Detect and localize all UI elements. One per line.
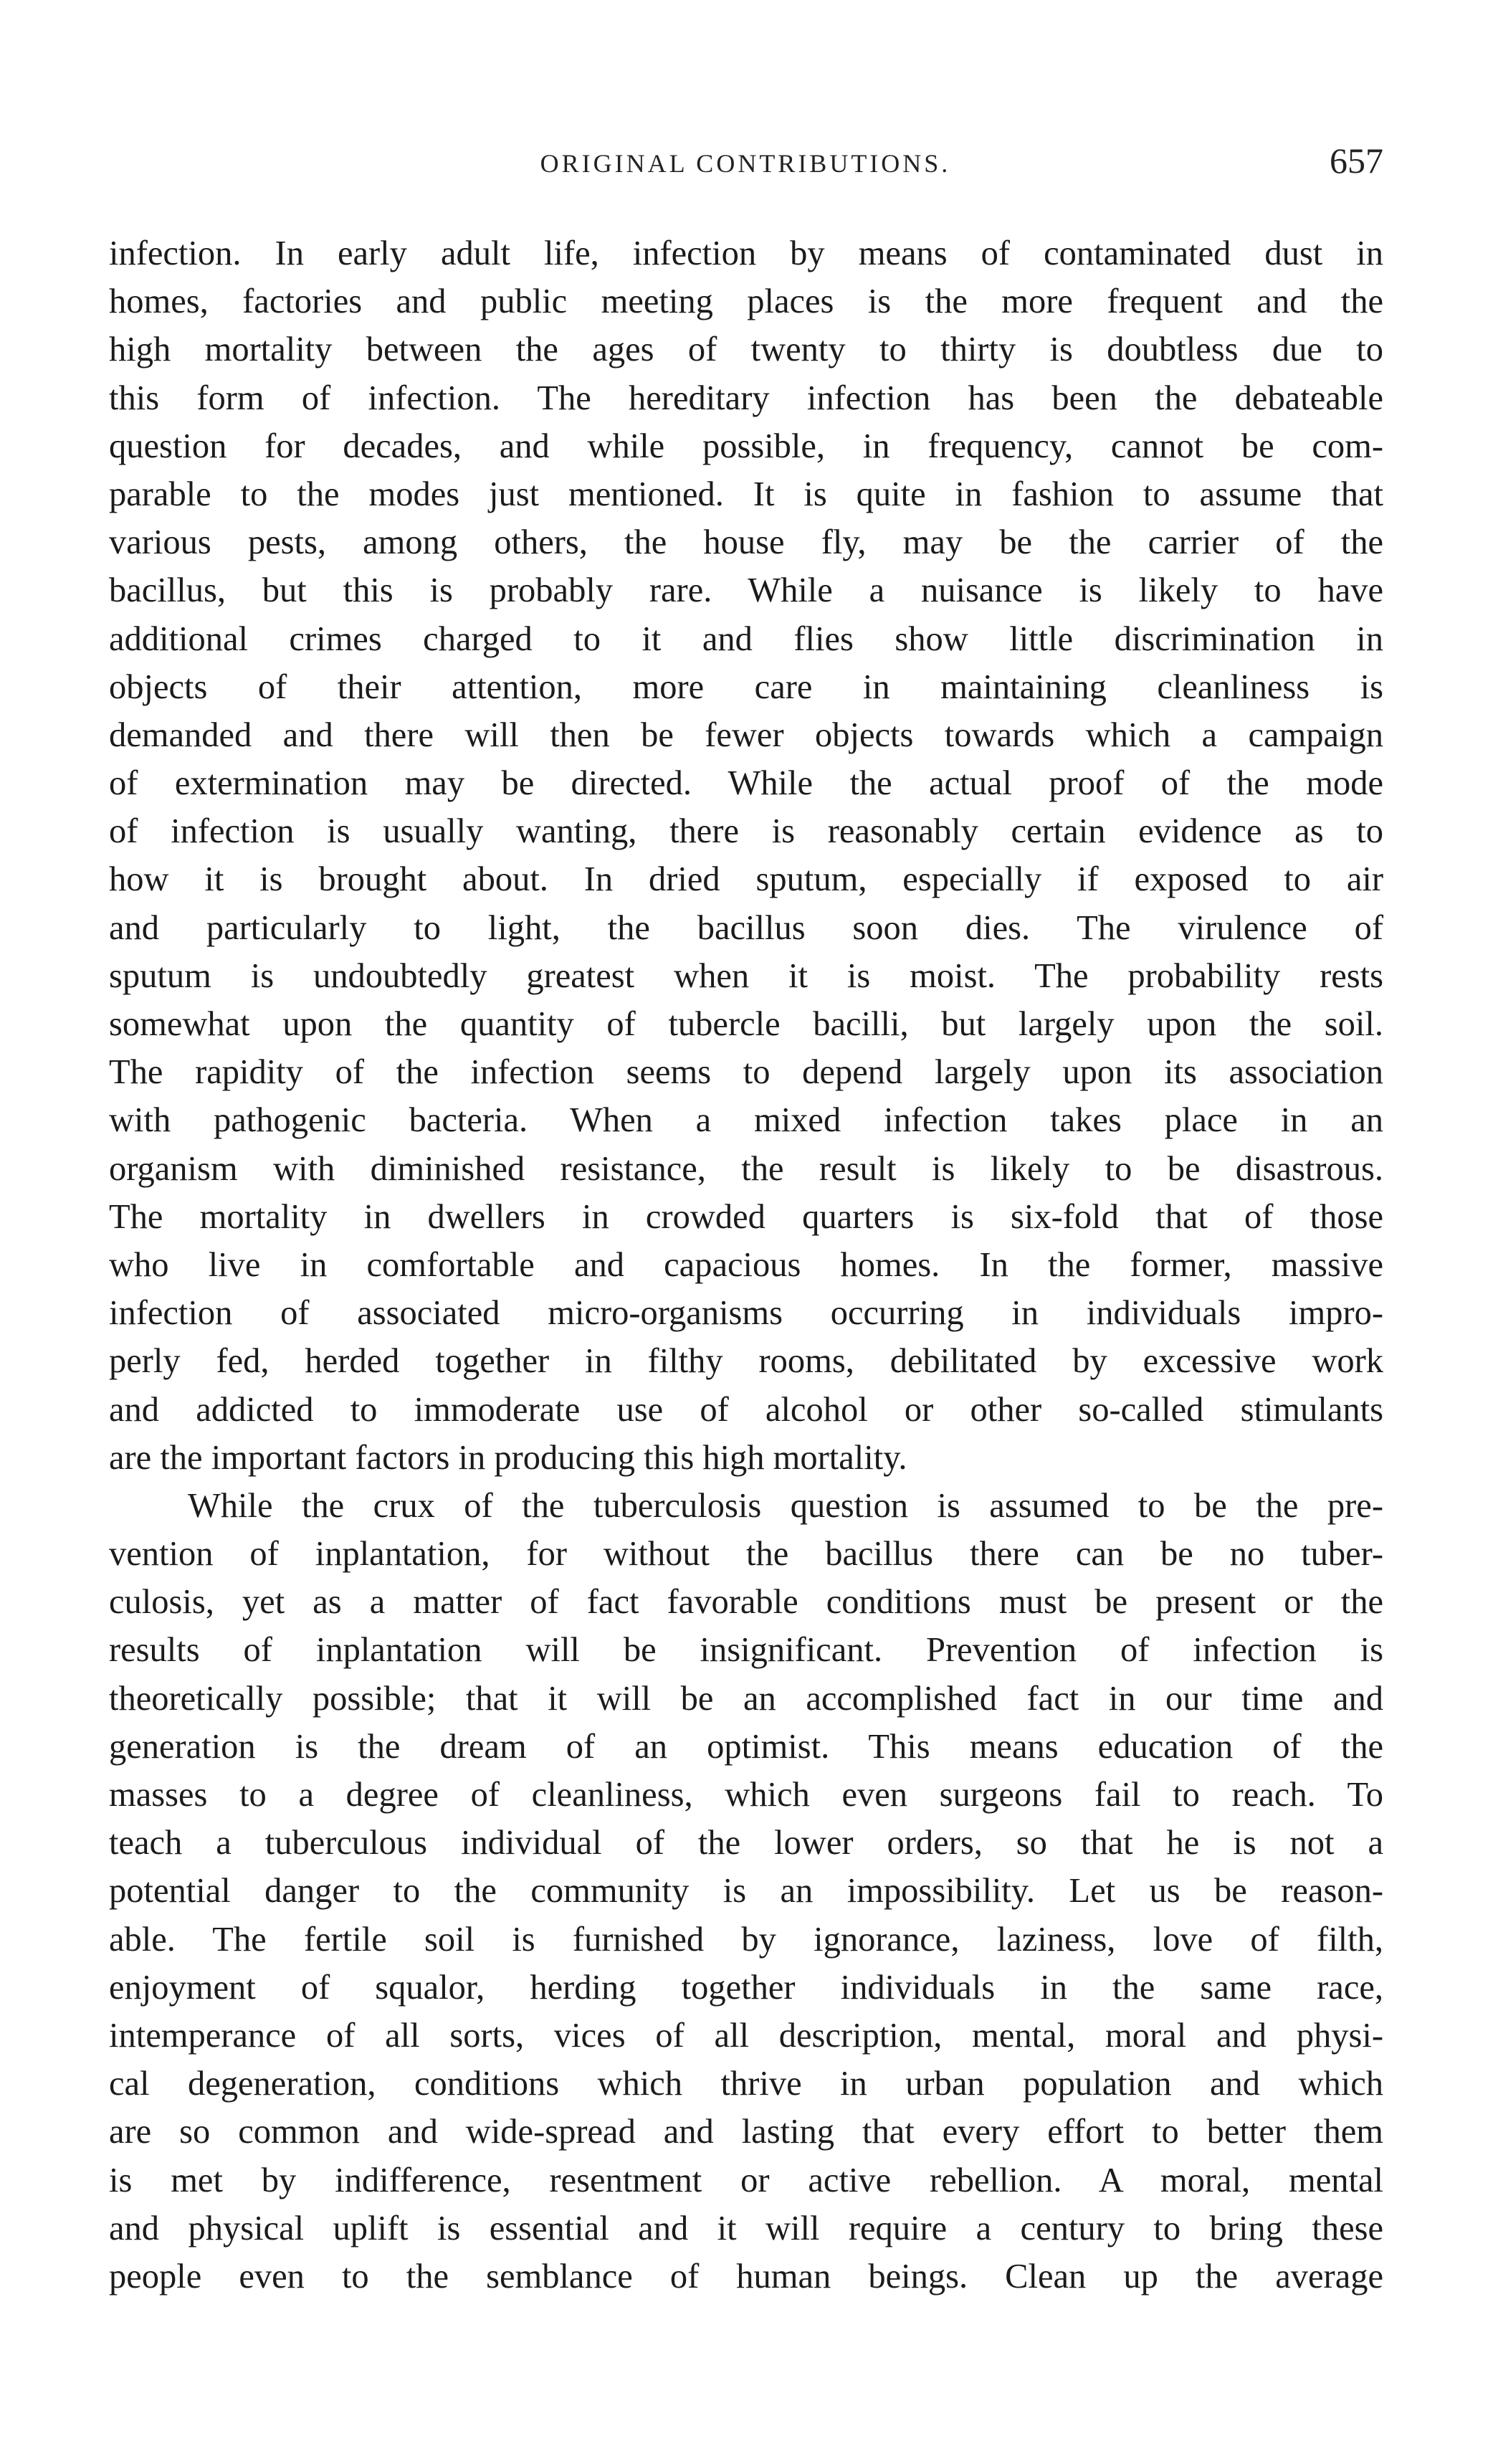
text-line: enjoyment of squalor, herding together individuals in the same race, <box>109 1968 1383 2007</box>
text-line: is met by indifference, resentment or active rebellion. A moral, mental <box>109 2161 1383 2199</box>
text-line: are so common and wide-spread and lasting that every effort to better them <box>109 2113 1383 2151</box>
text-line: The mortality in dwellers in crowded quarters is six-fold that of those <box>109 1197 1383 1236</box>
text-line: various pests, among others, the house fly, may be the carrier of the <box>109 523 1383 562</box>
text-line: teach a tuberculous individual of the lower orders, so that he is not a <box>109 1824 1383 1863</box>
text-line: The rapidity of the infection seems to depend largely upon its association <box>109 1053 1383 1092</box>
text-line: infection of associated micro-organisms occurring in individuals impro- <box>109 1294 1383 1333</box>
body-text <box>109 229 1383 2301</box>
text-line: and physical uplift is essential and it will require a century to bring these <box>109 2209 1383 2247</box>
text-line: vention of inplantation, for without the bacillus there can be no tuber- <box>109 1535 1383 1574</box>
text-line: of extermination may be directed. While the actual proof of the mode <box>109 764 1383 803</box>
text-line: somewhat upon the quantity of tubercle bacilli, but largely upon the soil. <box>109 1005 1383 1043</box>
text-line: homes, factories and public meeting places is the more frequent and the <box>109 282 1383 321</box>
text-line: with pathogenic bacteria. When a mixed infection takes place in an <box>109 1101 1383 1140</box>
paragraph-1 <box>109 229 1383 1482</box>
text-line: additional crimes charged to it and flies show little discrimination in <box>109 619 1383 658</box>
text-line: perly fed, herded together in filthy rooms, debilitated by excessive work <box>109 1342 1383 1381</box>
text-line: of infection is usually wanting, there is reasonably certain evidence as to <box>109 812 1383 851</box>
text-line: parable to the modes just mentioned. It is quite in fashion to assume that <box>109 475 1383 513</box>
text-line: potential danger to the community is an impossibility. Let us be reason- <box>109 1872 1383 1911</box>
text-line: culosis, yet as a matter of fact favorable conditions must be present or the <box>109 1583 1383 1622</box>
text-line: organism with diminished resistance, the result is likely to be disastrous. <box>109 1149 1383 1188</box>
text-line: sputum is undoubtedly greatest when it is moist. The probability rests <box>109 956 1383 995</box>
text-line: results of inplantation will be insignificant. Prevention of infection is <box>109 1631 1383 1670</box>
text-line: demanded and there will then be fewer objects towards which a campaign <box>109 715 1383 754</box>
text-line: objects of their attention, more care in maintaining cleanliness is <box>109 667 1383 706</box>
text-line: question for decades, and while possible, in frequency, cannot be com- <box>109 427 1383 465</box>
text-line: cal degeneration, conditions which thrive in urban population and which <box>109 2065 1383 2103</box>
running-title: ORIGINAL CONTRIBUTIONS. <box>540 149 951 178</box>
running-head <box>108 140 1383 190</box>
text-line: While the crux of the tuberculosis question is assumed to be the pre- <box>188 1486 1383 1525</box>
text-line: are the important factors in producing this high mortality. <box>109 1438 907 1477</box>
text-line: infection. In early adult life, infection by means of contaminated dust in <box>109 234 1383 272</box>
text-line: how it is brought about. In dried sputum, especially if exposed to air <box>109 860 1383 899</box>
text-line: masses to a degree of cleanliness, which even surgeons fail to reach. To <box>109 1776 1383 1814</box>
text-line: theoretically possible; that it will be an accomplished fact in our time and <box>109 1679 1383 1718</box>
text-line: intemperance of all sorts, vices of all description, mental, moral and physi- <box>109 2016 1383 2055</box>
text-line: generation is the dream of an optimist. This means education of the <box>109 1727 1383 1766</box>
text-line: and particularly to light, the bacillus soon dies. The virulence of <box>109 908 1383 947</box>
text-line: high mortality between the ages of twenty to thirty is doubtless due to <box>109 330 1383 369</box>
page-number: 657 <box>1330 141 1383 181</box>
text-line: who live in comfortable and capacious homes. In the former, massive <box>109 1245 1383 1284</box>
text-line: bacillus, but this is probably rare. While a nuisance is likely to have <box>109 571 1383 610</box>
text-line: and addicted to immoderate use of alcohol or other so-called stimulants <box>109 1390 1383 1429</box>
text-line: able. The fertile soil is furnished by ignorance, laziness, love of filth, <box>109 1920 1383 1959</box>
text-line: people even to the semblance of human beings. Clean up the average <box>109 2257 1383 2296</box>
text-line: this form of infection. The hereditary infection has been the debateable <box>109 379 1383 417</box>
paragraph-2 <box>109 1482 1383 2301</box>
